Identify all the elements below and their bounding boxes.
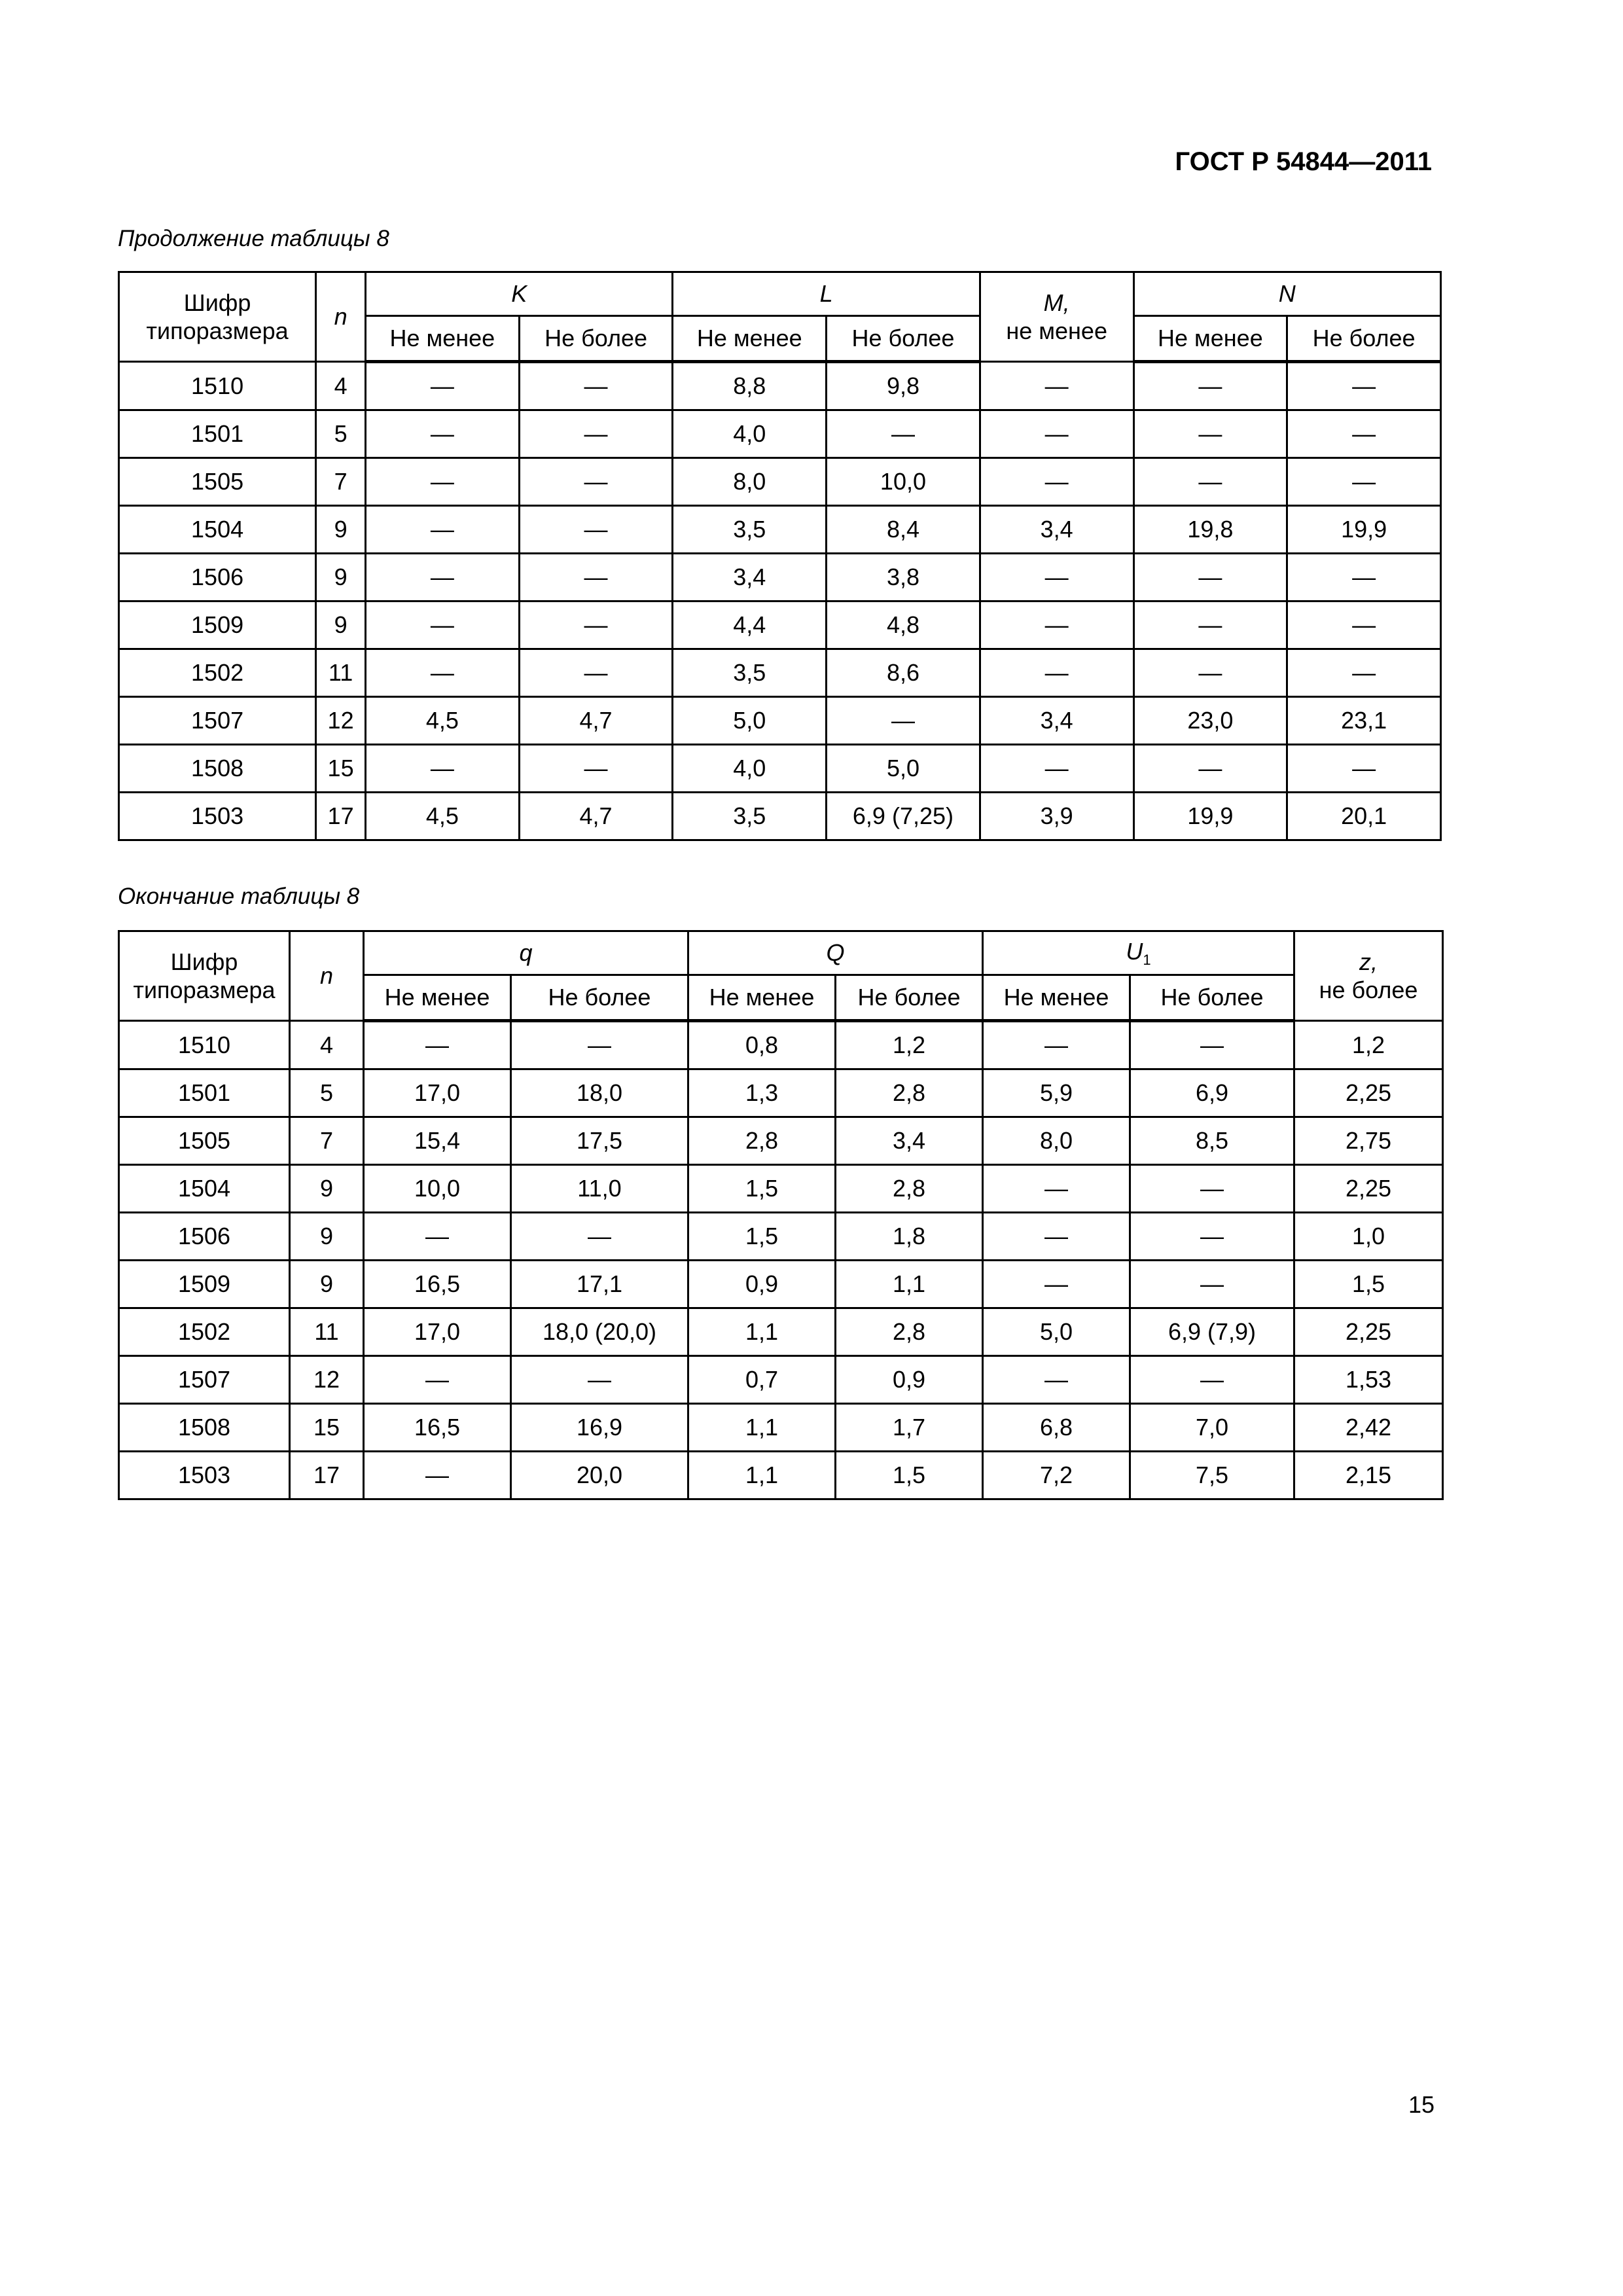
table-cell: — bbox=[519, 649, 673, 697]
table-cell: 5 bbox=[290, 1069, 364, 1117]
document-code: ГОСТ Р 54844—2011 bbox=[1175, 147, 1432, 176]
header-z-note: не более bbox=[1319, 977, 1418, 1003]
table-cell: 17,5 bbox=[511, 1117, 688, 1165]
table-cell: 1503 bbox=[119, 793, 316, 840]
page-number: 15 bbox=[1408, 2091, 1435, 2118]
table-cell: 1507 bbox=[119, 1356, 290, 1404]
table-row bbox=[119, 506, 1441, 554]
table-cell: 3,4 bbox=[836, 1117, 983, 1165]
table-8-end bbox=[118, 930, 1444, 1500]
table-cell: 10,0 bbox=[827, 458, 980, 506]
table-cell: 19,9 bbox=[1287, 506, 1441, 554]
table-cell: 2,8 bbox=[836, 1308, 983, 1356]
table-cell: — bbox=[519, 362, 673, 410]
table-cell: 4 bbox=[290, 1021, 364, 1069]
table-cell: — bbox=[365, 410, 519, 458]
table-cell: 6,8 bbox=[983, 1404, 1130, 1452]
header-u-min: Не менее bbox=[983, 975, 1130, 1021]
table-cell: — bbox=[827, 410, 980, 458]
header-k: K bbox=[365, 272, 672, 316]
table-cell: — bbox=[365, 745, 519, 793]
table-cell: 7 bbox=[290, 1117, 364, 1165]
table-cell: 7,5 bbox=[1130, 1452, 1294, 1499]
table1-body bbox=[119, 362, 1441, 840]
table-cell: — bbox=[980, 601, 1133, 649]
table-cell: 18,0 bbox=[511, 1069, 688, 1117]
table-cell: — bbox=[1130, 1356, 1294, 1404]
table-cell: 20,1 bbox=[1287, 793, 1441, 840]
table-cell: — bbox=[1287, 410, 1441, 458]
table-row bbox=[119, 1404, 1443, 1452]
table2-body bbox=[119, 1021, 1443, 1499]
table-cell: 1502 bbox=[119, 1308, 290, 1356]
header-qq-min: Не менее bbox=[688, 975, 836, 1021]
table-cell: 1,3 bbox=[688, 1069, 836, 1117]
table-cell: — bbox=[1133, 745, 1287, 793]
table-cell: — bbox=[1287, 458, 1441, 506]
table-cell: 9 bbox=[290, 1165, 364, 1213]
table-cell: 1,1 bbox=[688, 1452, 836, 1499]
table-row bbox=[119, 458, 1441, 506]
table-cell: 0,9 bbox=[836, 1356, 983, 1404]
table-cell: 17,0 bbox=[364, 1308, 511, 1356]
table-cell: 19,8 bbox=[1133, 506, 1287, 554]
table-cell: 1,1 bbox=[688, 1404, 836, 1452]
table-cell: 8,5 bbox=[1130, 1117, 1294, 1165]
table-row bbox=[119, 1165, 1443, 1213]
table-cell: 4,0 bbox=[673, 745, 827, 793]
table-cell: — bbox=[511, 1213, 688, 1261]
table-cell: 4,5 bbox=[365, 697, 519, 745]
table-cell: 17,0 bbox=[364, 1069, 511, 1117]
header-l: L bbox=[673, 272, 980, 316]
table-cell: — bbox=[980, 649, 1133, 697]
table-cell: 9,8 bbox=[827, 362, 980, 410]
table-cell: 4,5 bbox=[365, 793, 519, 840]
header-nn-max: Не более bbox=[1287, 316, 1441, 362]
table-cell: 1506 bbox=[119, 1213, 290, 1261]
table-cell: 6,9 (7,25) bbox=[827, 793, 980, 840]
table-cell: — bbox=[364, 1021, 511, 1069]
table-cell: — bbox=[980, 458, 1133, 506]
header-u-symbol: U bbox=[1126, 937, 1143, 965]
header-z bbox=[1294, 931, 1443, 1021]
table-cell: — bbox=[1133, 410, 1287, 458]
table-cell: 1505 bbox=[119, 1117, 290, 1165]
header-u-subscript: 1 bbox=[1143, 951, 1151, 968]
table-cell: — bbox=[983, 1165, 1130, 1213]
table-cell: 12 bbox=[290, 1356, 364, 1404]
header-k-min: Не менее bbox=[365, 316, 519, 362]
table-cell: 9 bbox=[290, 1213, 364, 1261]
header-m bbox=[980, 272, 1133, 362]
table-cell: — bbox=[511, 1356, 688, 1404]
header-k-max: Не более bbox=[519, 316, 673, 362]
table-cell: 8,0 bbox=[983, 1117, 1130, 1165]
table-cell: — bbox=[1133, 554, 1287, 601]
table-row bbox=[119, 1117, 1443, 1165]
table-cell: — bbox=[1287, 649, 1441, 697]
table-cell: 1504 bbox=[119, 506, 316, 554]
table-cell: 3,5 bbox=[673, 506, 827, 554]
table-cell: 1502 bbox=[119, 649, 316, 697]
header-l-max: Не более bbox=[827, 316, 980, 362]
table-cell: 8,6 bbox=[827, 649, 980, 697]
header-u-max: Не более bbox=[1130, 975, 1294, 1021]
table-cell: 19,9 bbox=[1133, 793, 1287, 840]
table-row bbox=[119, 1021, 1443, 1069]
table-cell: — bbox=[1287, 554, 1441, 601]
table-cell: 0,8 bbox=[688, 1021, 836, 1069]
table-cell: 15 bbox=[290, 1404, 364, 1452]
table-cell: 11 bbox=[290, 1308, 364, 1356]
table-cell: — bbox=[983, 1213, 1130, 1261]
table-cell: 1506 bbox=[119, 554, 316, 601]
table-row bbox=[119, 1308, 1443, 1356]
table-cell: — bbox=[519, 506, 673, 554]
table-cell: — bbox=[365, 362, 519, 410]
table-cell: 1509 bbox=[119, 1261, 290, 1308]
table-cell: 7,0 bbox=[1130, 1404, 1294, 1452]
header-qq: Q bbox=[688, 931, 983, 975]
table-cell: 1,1 bbox=[688, 1308, 836, 1356]
table-cell: 2,15 bbox=[1294, 1452, 1443, 1499]
table-cell: 4,4 bbox=[673, 601, 827, 649]
table-cell: — bbox=[1130, 1213, 1294, 1261]
table-cell: — bbox=[365, 601, 519, 649]
table-cell: — bbox=[519, 458, 673, 506]
table-cell: — bbox=[1287, 601, 1441, 649]
table-cell: 7,2 bbox=[983, 1452, 1130, 1499]
header-nn-min: Не менее bbox=[1133, 316, 1287, 362]
table-cell: — bbox=[1133, 649, 1287, 697]
table-cell: — bbox=[511, 1021, 688, 1069]
table-cell: 3,9 bbox=[980, 793, 1133, 840]
table-cell: 4,7 bbox=[519, 793, 673, 840]
header-q: q bbox=[364, 931, 688, 975]
table-row bbox=[119, 554, 1441, 601]
table-cell: 16,5 bbox=[364, 1261, 511, 1308]
table-cell: 2,25 bbox=[1294, 1308, 1443, 1356]
header-n: n bbox=[290, 931, 364, 1021]
table-cell: 11 bbox=[316, 649, 366, 697]
table-cell: 5 bbox=[316, 410, 366, 458]
table-8-continuation bbox=[118, 271, 1442, 841]
table-row bbox=[119, 697, 1441, 745]
table-cell: 1,5 bbox=[836, 1452, 983, 1499]
header-code: Шифр типоразмера bbox=[119, 272, 316, 362]
table-cell: 5,0 bbox=[827, 745, 980, 793]
table-cell: 7 bbox=[316, 458, 366, 506]
table-cell: 9 bbox=[316, 601, 366, 649]
table-cell: 9 bbox=[290, 1261, 364, 1308]
table-cell: 1,5 bbox=[1294, 1261, 1443, 1308]
table-cell: 23,1 bbox=[1287, 697, 1441, 745]
table-cell: — bbox=[980, 554, 1133, 601]
table-cell: — bbox=[1287, 362, 1441, 410]
table-cell: 16,9 bbox=[511, 1404, 688, 1452]
table-cell: 3,5 bbox=[673, 793, 827, 840]
table-row bbox=[119, 745, 1441, 793]
table-cell: 9 bbox=[316, 506, 366, 554]
table-cell: 3,8 bbox=[827, 554, 980, 601]
table-cell: — bbox=[1133, 601, 1287, 649]
table-cell: 2,8 bbox=[688, 1117, 836, 1165]
table-cell: — bbox=[364, 1213, 511, 1261]
table-row bbox=[119, 793, 1441, 840]
table-row bbox=[119, 1356, 1443, 1404]
table-cell: 1508 bbox=[119, 1404, 290, 1452]
header-z-symbol: z, bbox=[1359, 948, 1378, 975]
table-cell: 1510 bbox=[119, 1021, 290, 1069]
table-row bbox=[119, 1261, 1443, 1308]
table-cell: 0,7 bbox=[688, 1356, 836, 1404]
table-cell: 8,8 bbox=[673, 362, 827, 410]
table-cell: 6,9 (7,9) bbox=[1130, 1308, 1294, 1356]
table-row bbox=[119, 1069, 1443, 1117]
table-cell: 1,2 bbox=[836, 1021, 983, 1069]
table-cell: — bbox=[365, 458, 519, 506]
table-cell: 1510 bbox=[119, 362, 316, 410]
table-cell: 2,25 bbox=[1294, 1165, 1443, 1213]
table-cell: 15,4 bbox=[364, 1117, 511, 1165]
table-cell: 6,9 bbox=[1130, 1069, 1294, 1117]
table-cell: 1507 bbox=[119, 697, 316, 745]
table-cell: 0,9 bbox=[688, 1261, 836, 1308]
table-cell: — bbox=[1130, 1165, 1294, 1213]
table-cell: 1505 bbox=[119, 458, 316, 506]
table-cell: — bbox=[980, 410, 1133, 458]
table-cell: 1,53 bbox=[1294, 1356, 1443, 1404]
header-q-max: Не более bbox=[511, 975, 688, 1021]
table-cell: 1,1 bbox=[836, 1261, 983, 1308]
table-cell: — bbox=[983, 1356, 1130, 1404]
header-n: n bbox=[316, 272, 366, 362]
table-cell: — bbox=[365, 506, 519, 554]
table-row bbox=[119, 410, 1441, 458]
table-cell: 4,0 bbox=[673, 410, 827, 458]
table-cell: 4 bbox=[316, 362, 366, 410]
table-cell: 3,4 bbox=[980, 697, 1133, 745]
table-cell: — bbox=[365, 554, 519, 601]
table-cell: 1501 bbox=[119, 1069, 290, 1117]
table-cell: 2,25 bbox=[1294, 1069, 1443, 1117]
table-cell: 1503 bbox=[119, 1452, 290, 1499]
table-cell: 2,8 bbox=[836, 1165, 983, 1213]
table-cell: 10,0 bbox=[364, 1165, 511, 1213]
table-cell: 1,5 bbox=[688, 1165, 836, 1213]
table-cell: 18,0 (20,0) bbox=[511, 1308, 688, 1356]
header-l-min: Не менее bbox=[673, 316, 827, 362]
table-cell: 1,7 bbox=[836, 1404, 983, 1452]
table-cell: 4,8 bbox=[827, 601, 980, 649]
table-cell: 5,0 bbox=[983, 1308, 1130, 1356]
header-nn: N bbox=[1133, 272, 1440, 316]
table-cell: 3,5 bbox=[673, 649, 827, 697]
table1-caption: Продолжение таблицы 8 bbox=[118, 226, 389, 251]
table-cell: — bbox=[1130, 1261, 1294, 1308]
table-cell: 1508 bbox=[119, 745, 316, 793]
table-cell: — bbox=[519, 410, 673, 458]
table-cell: 17,1 bbox=[511, 1261, 688, 1308]
table-row bbox=[119, 1452, 1443, 1499]
table-cell: 2,8 bbox=[836, 1069, 983, 1117]
table-cell: — bbox=[1130, 1021, 1294, 1069]
table-cell: 1509 bbox=[119, 601, 316, 649]
table-row bbox=[119, 1213, 1443, 1261]
header-qq-max: Не более bbox=[836, 975, 983, 1021]
table-cell: 23,0 bbox=[1133, 697, 1287, 745]
table-cell: 1,5 bbox=[688, 1213, 836, 1261]
header-q-min: Не менее bbox=[364, 975, 511, 1021]
table-cell: 8,4 bbox=[827, 506, 980, 554]
table-cell: 9 bbox=[316, 554, 366, 601]
table-cell: 3,4 bbox=[980, 506, 1133, 554]
table-cell: 4,7 bbox=[519, 697, 673, 745]
table-cell: — bbox=[1133, 458, 1287, 506]
table-cell: 2,75 bbox=[1294, 1117, 1443, 1165]
table-cell: 15 bbox=[316, 745, 366, 793]
table-cell: — bbox=[519, 601, 673, 649]
table-cell: — bbox=[1133, 362, 1287, 410]
table-cell: 17 bbox=[290, 1452, 364, 1499]
table-row bbox=[119, 649, 1441, 697]
table-cell: 16,5 bbox=[364, 1404, 511, 1452]
header-m-symbol: M, bbox=[1043, 289, 1070, 316]
table-cell: — bbox=[983, 1021, 1130, 1069]
table-cell: 1,0 bbox=[1294, 1213, 1443, 1261]
table-cell: 8,0 bbox=[673, 458, 827, 506]
header-code: Шифр типоразмера bbox=[119, 931, 290, 1021]
table-cell: — bbox=[827, 697, 980, 745]
header-m-note: не менее bbox=[1006, 317, 1107, 344]
table2-caption: Окончание таблицы 8 bbox=[118, 884, 360, 909]
table-cell: — bbox=[980, 745, 1133, 793]
table-cell: — bbox=[519, 554, 673, 601]
table-cell: 2,42 bbox=[1294, 1404, 1443, 1452]
table-cell: 1501 bbox=[119, 410, 316, 458]
table-row bbox=[119, 362, 1441, 410]
table-cell: — bbox=[980, 362, 1133, 410]
table-cell: 12 bbox=[316, 697, 366, 745]
table-cell: 5,0 bbox=[673, 697, 827, 745]
table-cell: — bbox=[983, 1261, 1130, 1308]
table-cell: 20,0 bbox=[511, 1452, 688, 1499]
table-cell: — bbox=[365, 649, 519, 697]
table-row bbox=[119, 601, 1441, 649]
table-cell: 3,4 bbox=[673, 554, 827, 601]
table-cell: 1,8 bbox=[836, 1213, 983, 1261]
header-u bbox=[983, 931, 1294, 975]
table-cell: 17 bbox=[316, 793, 366, 840]
table-cell: 5,9 bbox=[983, 1069, 1130, 1117]
table-cell: 1504 bbox=[119, 1165, 290, 1213]
table-cell: 11,0 bbox=[511, 1165, 688, 1213]
table-cell: — bbox=[1287, 745, 1441, 793]
table-cell: — bbox=[364, 1356, 511, 1404]
table-cell: — bbox=[364, 1452, 511, 1499]
table-cell: 1,2 bbox=[1294, 1021, 1443, 1069]
table-cell: — bbox=[519, 745, 673, 793]
